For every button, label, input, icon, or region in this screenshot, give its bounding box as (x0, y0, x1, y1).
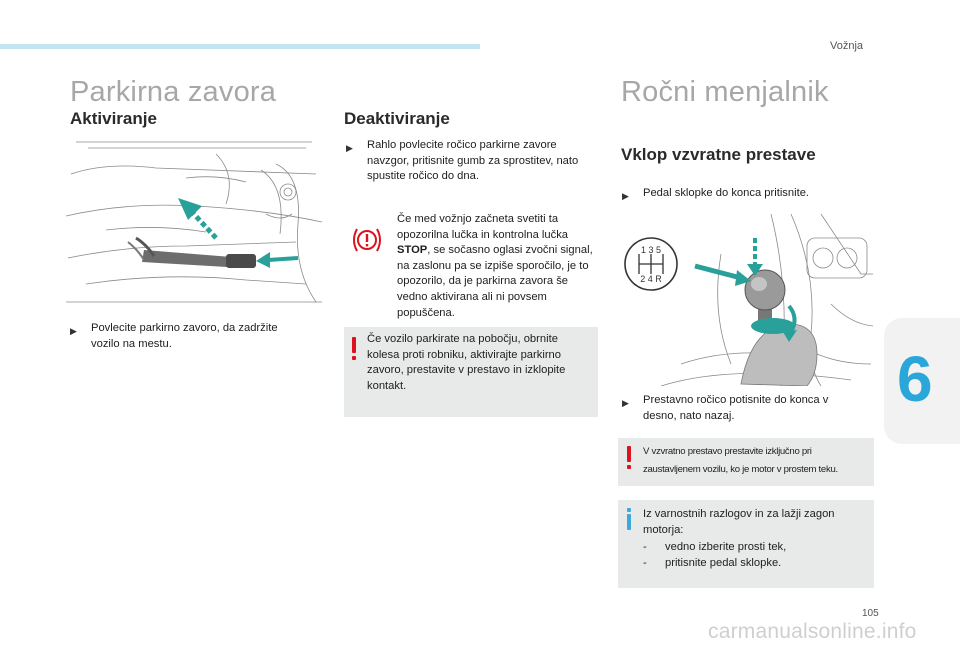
chapter-number: 6 (897, 343, 933, 415)
deactivation-instruction: Rahlo povlecite ročico parkirne zavore navzgor, pritisnite gumb za sprostitev, nato spustite ročico do dna. (367, 139, 579, 183)
info-i-icon (627, 514, 631, 530)
info-intro-text: Iz varnostnih razlogov in za lažji zagon motorja: (643, 508, 835, 536)
bullet-icon: ▶ (622, 191, 629, 201)
alert-text-part: Če med vožnjo začneta svetiti ta opozorilna lučka in kontrolna lučka (397, 213, 569, 241)
page-number: 105 (862, 608, 879, 619)
bullet-icon: ▶ (70, 326, 77, 336)
heading-reverse-gear: Vklop vzvratne prestave (621, 145, 816, 164)
gear-pattern-top: 1 3 5 (640, 245, 662, 255)
parking-brake-illustration (66, 134, 322, 306)
heading-deactivation: Deaktiviranje (344, 109, 450, 128)
brake-alert-text (397, 212, 593, 321)
section-title: Vožnja (830, 40, 864, 52)
watermark: carmanualsonline.info (708, 620, 917, 643)
info-dash: - (643, 557, 647, 569)
bullet-icon: ▶ (622, 398, 629, 408)
bullet-icon: ▶ (346, 143, 353, 153)
clutch-instruction: Pedal sklopke do konca pritisnite. (643, 187, 810, 199)
activation-instruction: Povlecite parkirno zavoro, da zadržite vozilo na mestu. (91, 322, 278, 350)
gear-pattern-bottom: 2 4 R (640, 274, 662, 284)
gear-lever-instruction: Prestavno ročico potisnite do konca v desno, nato nazaj. (643, 394, 829, 422)
reverse-warning-text: V vzvratno prestavo prestavite izključno pri zaustavljenem vozilu, ko je motor v prostem teku. (643, 446, 838, 475)
page-title-manual-gearbox: Ročni menjalnik (621, 76, 829, 108)
info-item-neutral: vedno izberite prosti tek, (665, 541, 787, 553)
page-title-parking-brake: Parkirna zavora (70, 76, 277, 108)
brake-warning-lamp-icon (350, 226, 384, 254)
info-dash: - (643, 541, 647, 553)
warning-exclamation-icon (352, 337, 356, 353)
header-accent-bar (0, 44, 480, 49)
warning-exclamation-icon (627, 446, 631, 462)
slope-warning-text: Če vozilo parkirate na pobočju, obrnite kolesa proti robniku, aktivirajte parkirno zavoro, prestavite v prestavo in izklopite kontakt. (367, 333, 566, 392)
heading-activation: Aktiviranje (70, 109, 157, 128)
gear-lever-illustration (621, 214, 873, 386)
info-item-clutch: pritisnite pedal sklopke. (665, 557, 782, 569)
stop-label: STOP (397, 244, 428, 257)
alert-text-part: , se sočasno oglasi zvočni signal, na zaslonu pa se izpiše sporočilo, je to opozorilo, da je parkirna zavora še vedno aktivirana ali ni povsem popuščena. (397, 244, 593, 319)
